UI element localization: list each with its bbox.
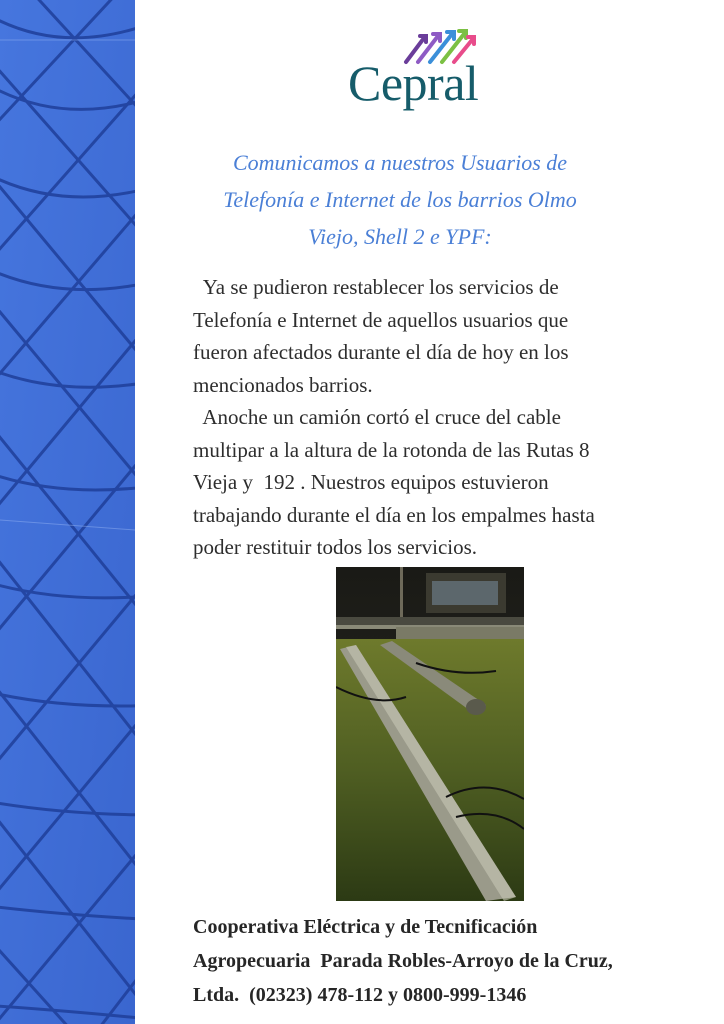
photo-damaged-pole-icon (336, 567, 524, 901)
lattice-pattern-icon (0, 0, 135, 1024)
footer-line: Ltda. (02323) 478-112 y 0800-999-1346 (193, 984, 527, 1006)
body-line: Telefonía e Internet de aquellos usuarios que (193, 307, 569, 332)
logo-wordmark: Cepral (348, 55, 479, 111)
body-line: fueron afectados durante el día de hoy en los (193, 340, 569, 364)
body-line: Vieja y 192 . Nuestros equipos estuvieron (193, 470, 549, 494)
announcement-headline (190, 144, 610, 255)
body-line: mencionados barrios. (193, 372, 373, 397)
decorative-side-panel (0, 0, 135, 1024)
announcement-body (193, 271, 693, 564)
headline-line: Comunicamos a nuestros Usuarios de (232, 150, 568, 175)
body-line: Anoche un camión cortó el cruce del cable (193, 405, 561, 429)
damaged-pole-photo (336, 567, 524, 901)
body-line: Ya se pudieron restablecer los servicios de (193, 275, 559, 299)
headline-line: Telefonía e Internet de los barrios Olmo (223, 187, 577, 212)
body-line: multipar a la altura de la rotonda de las Rutas 8 (193, 437, 590, 462)
cooperative-contact-footer (193, 910, 713, 1012)
cepral-logo (340, 26, 510, 116)
body-line: poder restituir todos los servicios. (193, 535, 478, 559)
footer-line: Cooperativa Eléctrica y de Tecnificación (193, 916, 538, 938)
footer-line: Agropecuaria Parada Robles-Arroyo de la Cruz, (193, 950, 613, 972)
headline-line: Viejo, Shell 2 e YPF: (308, 224, 492, 249)
body-line: trabajando durante el día en los empalmes hasta (193, 502, 595, 527)
